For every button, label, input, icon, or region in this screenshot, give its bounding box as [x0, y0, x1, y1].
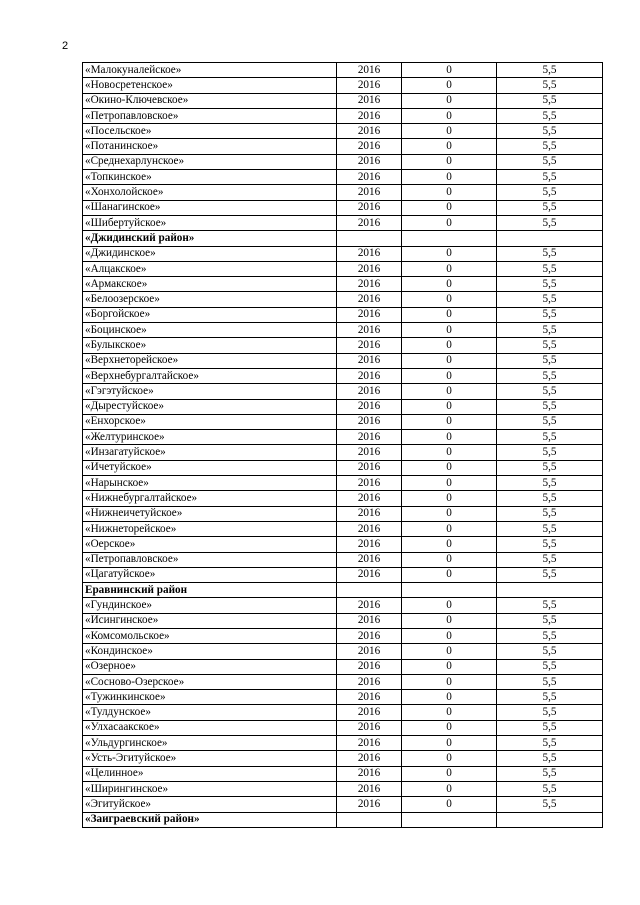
settlement-name-cell: Еравнинский район [83, 583, 337, 598]
table-row [83, 644, 603, 659]
settlement-name-cell: «Петропавловское» [83, 552, 337, 567]
year-cell [337, 231, 402, 246]
table-row [83, 491, 603, 506]
settlement-name-cell: «Тулдунское» [83, 705, 337, 720]
settlement-name-cell: «Джидинский район» [83, 231, 337, 246]
value-2-cell: 5,5 [497, 353, 603, 368]
year-cell: 2016 [337, 797, 402, 812]
table-row [83, 613, 603, 628]
year-cell: 2016 [337, 521, 402, 536]
settlement-name-cell: «Армакское» [83, 277, 337, 292]
value-1-cell: 0 [402, 78, 497, 93]
value-2-cell: 5,5 [497, 659, 603, 674]
value-2-cell: 5,5 [497, 736, 603, 751]
table-row [83, 63, 603, 78]
value-1-cell [402, 812, 497, 827]
settlement-name-cell: «Верхнеторейское» [83, 353, 337, 368]
table-row [83, 399, 603, 414]
settlement-name-cell: «Дырестуйское» [83, 399, 337, 414]
table-row [83, 537, 603, 552]
table-row [83, 307, 603, 322]
settlement-name-cell: «Эгитуйское» [83, 797, 337, 812]
table-row [83, 277, 603, 292]
settlement-name-cell: «Нижнеторейское» [83, 521, 337, 536]
year-cell: 2016 [337, 78, 402, 93]
table-row [83, 705, 603, 720]
year-cell: 2016 [337, 445, 402, 460]
year-cell: 2016 [337, 690, 402, 705]
value-1-cell: 0 [402, 63, 497, 78]
settlement-name-cell: «Нижнеичетуйское» [83, 506, 337, 521]
value-1-cell: 0 [402, 476, 497, 491]
value-2-cell: 5,5 [497, 185, 603, 200]
settlement-name-cell: «Среднехарлунское» [83, 154, 337, 169]
page-number: 2 [62, 40, 69, 52]
table-row [83, 384, 603, 399]
value-2-cell: 5,5 [497, 93, 603, 108]
year-cell: 2016 [337, 659, 402, 674]
district-row [83, 812, 603, 827]
settlement-name-cell: «Озерное» [83, 659, 337, 674]
table-row [83, 430, 603, 445]
value-1-cell: 0 [402, 690, 497, 705]
value-2-cell: 5,5 [497, 124, 603, 139]
value-2-cell: 5,5 [497, 674, 603, 689]
value-1-cell: 0 [402, 154, 497, 169]
table-row [83, 736, 603, 751]
value-2-cell: 5,5 [497, 781, 603, 796]
table-row [83, 567, 603, 582]
district-row [83, 583, 603, 598]
settlement-name-cell: «Цагатуйское» [83, 567, 337, 582]
year-cell: 2016 [337, 307, 402, 322]
value-2-cell: 5,5 [497, 751, 603, 766]
table-row [83, 200, 603, 215]
settlement-name-cell: «Сосново-Озерское» [83, 674, 337, 689]
value-2-cell: 5,5 [497, 338, 603, 353]
value-2-cell: 5,5 [497, 445, 603, 460]
value-2-cell: 5,5 [497, 108, 603, 123]
table-row [83, 521, 603, 536]
settlement-name-cell: «Топкинское» [83, 170, 337, 185]
value-1-cell: 0 [402, 307, 497, 322]
settlement-name-cell: «Хонхолойское» [83, 185, 337, 200]
table-row [83, 353, 603, 368]
year-cell: 2016 [337, 124, 402, 139]
value-1-cell: 0 [402, 659, 497, 674]
settlement-name-cell: «Петропавловское» [83, 108, 337, 123]
value-1-cell: 0 [402, 215, 497, 230]
value-2-cell: 5,5 [497, 598, 603, 613]
value-2-cell: 5,5 [497, 506, 603, 521]
year-cell: 2016 [337, 399, 402, 414]
value-1-cell [402, 231, 497, 246]
settlement-name-cell: «Шанагинское» [83, 200, 337, 215]
settlement-name-cell: «Белоозерское» [83, 292, 337, 307]
table-row [83, 476, 603, 491]
table-row [83, 659, 603, 674]
value-2-cell: 5,5 [497, 720, 603, 735]
value-2-cell: 5,5 [497, 644, 603, 659]
value-2-cell: 5,5 [497, 797, 603, 812]
district-row [83, 231, 603, 246]
table-row [83, 368, 603, 383]
year-cell: 2016 [337, 154, 402, 169]
value-1-cell: 0 [402, 598, 497, 613]
value-2-cell: 5,5 [497, 613, 603, 628]
value-1-cell: 0 [402, 170, 497, 185]
settlement-name-cell: «Тужинкинское» [83, 690, 337, 705]
value-1-cell: 0 [402, 368, 497, 383]
year-cell: 2016 [337, 628, 402, 643]
value-1-cell: 0 [402, 277, 497, 292]
settlement-name-cell: «Гундинское» [83, 598, 337, 613]
table-row [83, 720, 603, 735]
table-row [83, 797, 603, 812]
settlement-name-cell: «Нижнебургалтайское» [83, 491, 337, 506]
value-1-cell: 0 [402, 384, 497, 399]
settlement-name-cell: «Боргойское» [83, 307, 337, 322]
table-row [83, 674, 603, 689]
year-cell: 2016 [337, 414, 402, 429]
year-cell: 2016 [337, 552, 402, 567]
value-1-cell: 0 [402, 628, 497, 643]
table-row [83, 292, 603, 307]
table-row [83, 323, 603, 338]
value-1-cell: 0 [402, 139, 497, 154]
year-cell: 2016 [337, 292, 402, 307]
settlement-name-cell: «Желтуринское» [83, 430, 337, 445]
year-cell [337, 812, 402, 827]
value-2-cell: 5,5 [497, 567, 603, 582]
year-cell: 2016 [337, 781, 402, 796]
year-cell: 2016 [337, 613, 402, 628]
year-cell: 2016 [337, 368, 402, 383]
settlement-name-cell: «Усть-Эгитуйское» [83, 751, 337, 766]
year-cell: 2016 [337, 323, 402, 338]
table-row [83, 766, 603, 781]
value-2-cell: 5,5 [497, 705, 603, 720]
value-2-cell: 5,5 [497, 154, 603, 169]
value-1-cell: 0 [402, 124, 497, 139]
value-2-cell: 5,5 [497, 139, 603, 154]
value-2-cell: 5,5 [497, 399, 603, 414]
data-table [82, 62, 603, 828]
value-2-cell: 5,5 [497, 552, 603, 567]
value-1-cell: 0 [402, 93, 497, 108]
settlement-name-cell: «Комсомольское» [83, 628, 337, 643]
value-1-cell: 0 [402, 506, 497, 521]
year-cell: 2016 [337, 139, 402, 154]
settlement-name-cell: «Заиграевский район» [83, 812, 337, 827]
value-2-cell: 5,5 [497, 537, 603, 552]
table-row [83, 506, 603, 521]
settlement-name-cell: «Посельское» [83, 124, 337, 139]
value-2-cell: 5,5 [497, 78, 603, 93]
year-cell: 2016 [337, 384, 402, 399]
table-row [83, 460, 603, 475]
value-2-cell: 5,5 [497, 430, 603, 445]
value-1-cell [402, 583, 497, 598]
value-1-cell: 0 [402, 674, 497, 689]
value-1-cell: 0 [402, 460, 497, 475]
table-row [83, 414, 603, 429]
settlement-name-cell: «Окино-Ключевское» [83, 93, 337, 108]
value-2-cell: 5,5 [497, 690, 603, 705]
year-cell: 2016 [337, 246, 402, 261]
value-2-cell: 5,5 [497, 63, 603, 78]
settlement-name-cell: «Кондинское» [83, 644, 337, 659]
table-row [83, 170, 603, 185]
year-cell: 2016 [337, 353, 402, 368]
value-1-cell: 0 [402, 537, 497, 552]
value-1-cell: 0 [402, 781, 497, 796]
table-row [83, 246, 603, 261]
value-1-cell: 0 [402, 353, 497, 368]
table-row [83, 78, 603, 93]
table-row [83, 751, 603, 766]
settlement-name-cell: «Нарынское» [83, 476, 337, 491]
settlement-name-cell: «Ульдургинское» [83, 736, 337, 751]
value-2-cell: 5,5 [497, 521, 603, 536]
table-row [83, 598, 603, 613]
value-1-cell: 0 [402, 491, 497, 506]
table-row [83, 108, 603, 123]
value-1-cell: 0 [402, 108, 497, 123]
value-1-cell: 0 [402, 399, 497, 414]
settlement-name-cell: «Малокуналейское» [83, 63, 337, 78]
table-row [83, 93, 603, 108]
table-row [83, 154, 603, 169]
year-cell: 2016 [337, 277, 402, 292]
value-1-cell: 0 [402, 200, 497, 215]
value-1-cell: 0 [402, 751, 497, 766]
settlement-name-cell: «Исингинское» [83, 613, 337, 628]
value-1-cell: 0 [402, 552, 497, 567]
value-2-cell: 5,5 [497, 200, 603, 215]
year-cell: 2016 [337, 93, 402, 108]
value-1-cell: 0 [402, 567, 497, 582]
year-cell: 2016 [337, 491, 402, 506]
year-cell: 2016 [337, 338, 402, 353]
table-row [83, 338, 603, 353]
settlement-name-cell: «Енхорское» [83, 414, 337, 429]
settlement-name-cell: «Алцакское» [83, 261, 337, 276]
value-1-cell: 0 [402, 720, 497, 735]
value-2-cell: 5,5 [497, 246, 603, 261]
table-row [83, 445, 603, 460]
value-1-cell: 0 [402, 613, 497, 628]
table-row [83, 124, 603, 139]
year-cell: 2016 [337, 430, 402, 445]
year-cell: 2016 [337, 460, 402, 475]
settlement-name-cell: «Джидинское» [83, 246, 337, 261]
year-cell [337, 583, 402, 598]
value-2-cell [497, 231, 603, 246]
value-1-cell: 0 [402, 430, 497, 445]
year-cell: 2016 [337, 705, 402, 720]
table-row [83, 552, 603, 567]
settlement-name-cell: «Улхасаакское» [83, 720, 337, 735]
table-row [83, 628, 603, 643]
value-2-cell: 5,5 [497, 292, 603, 307]
value-1-cell: 0 [402, 445, 497, 460]
year-cell: 2016 [337, 170, 402, 185]
value-2-cell: 5,5 [497, 323, 603, 338]
year-cell: 2016 [337, 567, 402, 582]
settlement-name-cell: «Оерское» [83, 537, 337, 552]
year-cell: 2016 [337, 261, 402, 276]
value-2-cell: 5,5 [497, 368, 603, 383]
value-2-cell [497, 812, 603, 827]
year-cell: 2016 [337, 200, 402, 215]
settlement-name-cell: «Булыкское» [83, 338, 337, 353]
value-2-cell: 5,5 [497, 628, 603, 643]
year-cell: 2016 [337, 215, 402, 230]
value-1-cell: 0 [402, 705, 497, 720]
value-1-cell: 0 [402, 246, 497, 261]
value-1-cell: 0 [402, 766, 497, 781]
year-cell: 2016 [337, 598, 402, 613]
settlement-name-cell: «Целинное» [83, 766, 337, 781]
settlement-name-cell: «Новосретенское» [83, 78, 337, 93]
value-1-cell: 0 [402, 521, 497, 536]
table-row [83, 215, 603, 230]
year-cell: 2016 [337, 63, 402, 78]
table-row [83, 185, 603, 200]
settlement-name-cell: «Гэгэтуйское» [83, 384, 337, 399]
settlement-name-cell: «Ширингинское» [83, 781, 337, 796]
year-cell: 2016 [337, 537, 402, 552]
year-cell: 2016 [337, 644, 402, 659]
value-1-cell: 0 [402, 292, 497, 307]
value-2-cell [497, 583, 603, 598]
value-2-cell: 5,5 [497, 215, 603, 230]
settlement-name-cell: «Боцинское» [83, 323, 337, 338]
year-cell: 2016 [337, 766, 402, 781]
value-2-cell: 5,5 [497, 277, 603, 292]
value-2-cell: 5,5 [497, 460, 603, 475]
year-cell: 2016 [337, 736, 402, 751]
value-1-cell: 0 [402, 644, 497, 659]
settlement-name-cell: «Шибертуйское» [83, 215, 337, 230]
value-2-cell: 5,5 [497, 170, 603, 185]
value-2-cell: 5,5 [497, 491, 603, 506]
settlement-name-cell: «Верхнебургалтайское» [83, 368, 337, 383]
table-body [83, 63, 603, 828]
value-2-cell: 5,5 [497, 414, 603, 429]
value-1-cell: 0 [402, 797, 497, 812]
year-cell: 2016 [337, 476, 402, 491]
year-cell: 2016 [337, 506, 402, 521]
value-2-cell: 5,5 [497, 476, 603, 491]
value-1-cell: 0 [402, 261, 497, 276]
year-cell: 2016 [337, 720, 402, 735]
value-1-cell: 0 [402, 323, 497, 338]
value-2-cell: 5,5 [497, 384, 603, 399]
year-cell: 2016 [337, 185, 402, 200]
value-1-cell: 0 [402, 736, 497, 751]
value-2-cell: 5,5 [497, 261, 603, 276]
year-cell: 2016 [337, 108, 402, 123]
value-2-cell: 5,5 [497, 307, 603, 322]
value-1-cell: 0 [402, 185, 497, 200]
value-1-cell: 0 [402, 338, 497, 353]
value-2-cell: 5,5 [497, 766, 603, 781]
table-row [83, 261, 603, 276]
table-row [83, 139, 603, 154]
table-row [83, 781, 603, 796]
value-1-cell: 0 [402, 414, 497, 429]
settlement-name-cell: «Ичетуйское» [83, 460, 337, 475]
settlement-name-cell: «Инзагатуйское» [83, 445, 337, 460]
year-cell: 2016 [337, 674, 402, 689]
table-row [83, 690, 603, 705]
year-cell: 2016 [337, 751, 402, 766]
settlement-name-cell: «Потанинское» [83, 139, 337, 154]
